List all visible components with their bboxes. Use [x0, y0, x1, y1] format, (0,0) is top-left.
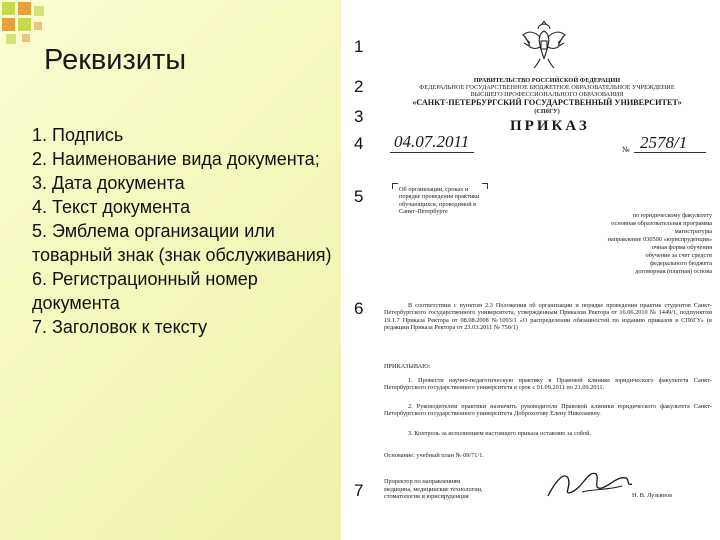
addressee-line: направление 030500 «юриспруденция» — [607, 236, 712, 243]
org-line-2: ФЕДЕРАЛЬНОЕ ГОСУДАРСТВЕННОЕ БЮДЖЕТНОЕ ОБРАЗОВАТЕЛЬНОЕ УЧРЕЖДЕНИЕ — [419, 84, 675, 91]
addressee-line: по юридическому факультету — [632, 212, 712, 219]
document-date: 04.07.2011 — [394, 132, 470, 151]
order-word: ПРИКАЗЫВАЮ: — [384, 363, 431, 370]
number-underline — [634, 152, 706, 153]
requisites-list — [32, 123, 332, 339]
date-underline — [390, 152, 474, 153]
addressee-block — [572, 212, 712, 276]
addressee-line: договорная (платная) основа — [635, 268, 712, 275]
document-type: ПРИКАЗ — [510, 118, 590, 134]
double-headed-eagle-emblem — [520, 21, 568, 71]
list-item: 1. Подпись — [32, 125, 124, 145]
org-line-1: ПРАВИТЕЛЬСТВО РОССИЙСКОЙ ФЕДЕРАЦИИ — [473, 77, 621, 84]
addressee-line: федерального бюджета — [650, 260, 712, 267]
list-item: 7. Заголовок к тексту — [32, 317, 208, 337]
registration-number: 2578/1 — [640, 133, 688, 152]
marker-6: 6 — [354, 299, 364, 318]
document-heading: Об организации, сроках и порядке проведения практики обучающихся, проводимой в Санкт-Петербурге — [399, 186, 480, 216]
body-paragraph: В соответствии с пунктом 2.3 Положения об организации и порядке проведения практик студентов Санкт-Петербургского государственного университета, утвержденным Приказом Ректора от 16.06.2010 № 1449/1, подпунктом 19.1.7 Приказа Ректора от 08.08.2008 №1093/1 «О распределении обязанностей по изданию приказов в СПбГУ» (в редакции Приказа Ректора от 23.03.2011 № 750/1) — [384, 302, 712, 332]
number-sign: № — [622, 145, 630, 154]
signer-title-line: стоматология и юриспруденция — [384, 493, 469, 501]
basis-note: Основание: учебный план № 09/71/1. — [384, 452, 484, 459]
signer-title-line: медицина, медицинские технологии, — [384, 485, 483, 493]
marker-7: 7 — [354, 481, 364, 500]
heading-bracket-left — [392, 183, 398, 189]
list-item: 6. Регистрационный номер документа — [32, 269, 258, 313]
org-name: «САНКТ-ПЕТЕРБУРГСКИЙ ГОСУДАРСТВЕННЫЙ УНИВЕРСИТЕТ» — [412, 98, 682, 107]
order-document — [342, 0, 720, 540]
addressee-line: обучение за счет средств — [645, 252, 712, 259]
marker-4: 4 — [354, 134, 364, 153]
marker-2: 2 — [354, 77, 364, 96]
signer-name: Н. В. Лузьянов — [632, 492, 673, 499]
order-item: 3. Контроль за исполнением настоящего приказа оставляю за собой. — [408, 430, 592, 437]
list-item: 4. Текст документа — [32, 197, 191, 217]
left-panel — [0, 0, 341, 540]
addressee-line: магистратуры — [674, 228, 712, 235]
marker-5: 5 — [354, 187, 364, 206]
signer-title — [384, 478, 483, 501]
list-item: 5. Эмблема организации или товарный знак (знак обслуживания) — [32, 221, 332, 265]
slide-title: Реквизиты — [44, 44, 187, 76]
addressee-line: очная форма обучения — [651, 244, 712, 251]
order-item: 1. Провести научно-педагогическую практику в Правовой клинике юридического факультета Санкт-Петербургского государственного университета в срок с 01.09.2011 по 21.09.2011. — [384, 377, 712, 392]
org-abbreviation: (СПбГУ) — [534, 108, 560, 115]
signer-title-line: Проректор по направлениям — [384, 478, 461, 485]
org-line-3: ВЫСШЕГО ПРОФЕССИОНАЛЬНОГО ОБРАЗОВАНИЯ — [470, 91, 624, 98]
marker-3: 3 — [354, 107, 364, 126]
marker-1: 1 — [354, 37, 364, 56]
addressee-line: основная образовательная программа — [611, 220, 712, 227]
handwritten-signature — [542, 462, 638, 504]
order-item: 2. Руководителем практики назначить руководителя Правовой клиники юридического факультета Санкт-Петербургского государственного университета Доброхотову Елену Николаевну. — [384, 403, 712, 418]
list-item: 2. Наименование вида документа; — [32, 149, 320, 169]
list-item: 3. Дата документа — [32, 173, 185, 193]
